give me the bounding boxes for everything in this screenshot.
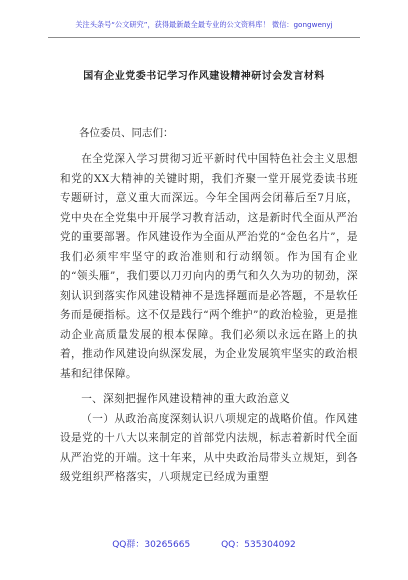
footer-qq: QQ：535304092 <box>221 540 296 550</box>
document-body <box>60 150 358 488</box>
sub-paragraph: （一）从政治高度深刻认识八项规定的战略价值。作风建设是党的十八大以来制定的首部党内法规，标志着新时代全面从严治党的开端。这十年来，从中央政治局带头立规矩，到各级党组织严格落实，八项规定已经成为重塑 <box>60 412 358 483</box>
header-divider <box>48 37 360 38</box>
header-promo-note: 关注头条号“公文研究”，获得最新最全最专业的公文资料库！ 微信：gongwenyj <box>75 20 333 29</box>
section-heading: 一、深刻把握作风建设精神的重大政治意义 <box>81 393 291 405</box>
footer-contact <box>0 537 408 550</box>
intro-paragraph: 在全党深入学习贯彻习近平新时代中国特色社会主义思想和党的XX大精神的关键时期，我们齐聚一堂开展党委读书班专题研讨，意义重大而深远。今年全国两会闭幕后至7月底，党中央在全党集中开展学习教育活动，这是新时代全面从严治党的重要部署。作风建设作为全面从严治党的“金色名片”，是我们必须牢牢坚守的政治准则和行动纲领。作为国有企业的“领头雁”，我们要以刀刃向内的勇气和久久为功的韧劲，深刻认识到落实作风建设精神不是选择题而是必答题，不是软任务而是硬指标。这不仅是践行“两个维护”的政治检验，更是推动企业高质量发展的根本保障。我们必须以永远在路上的执着，推动作风建设向纵深发展，为企业发展筑牢坚实的政治根基和纪律保障。 <box>60 153 358 380</box>
document-title: 国有企业党委书记学习作风建设精神研讨会发言材料 <box>83 71 325 82</box>
salutation: 各位委员、同志们： <box>79 127 174 139</box>
footer-qq-group: QQ群：30265665 <box>112 540 191 550</box>
